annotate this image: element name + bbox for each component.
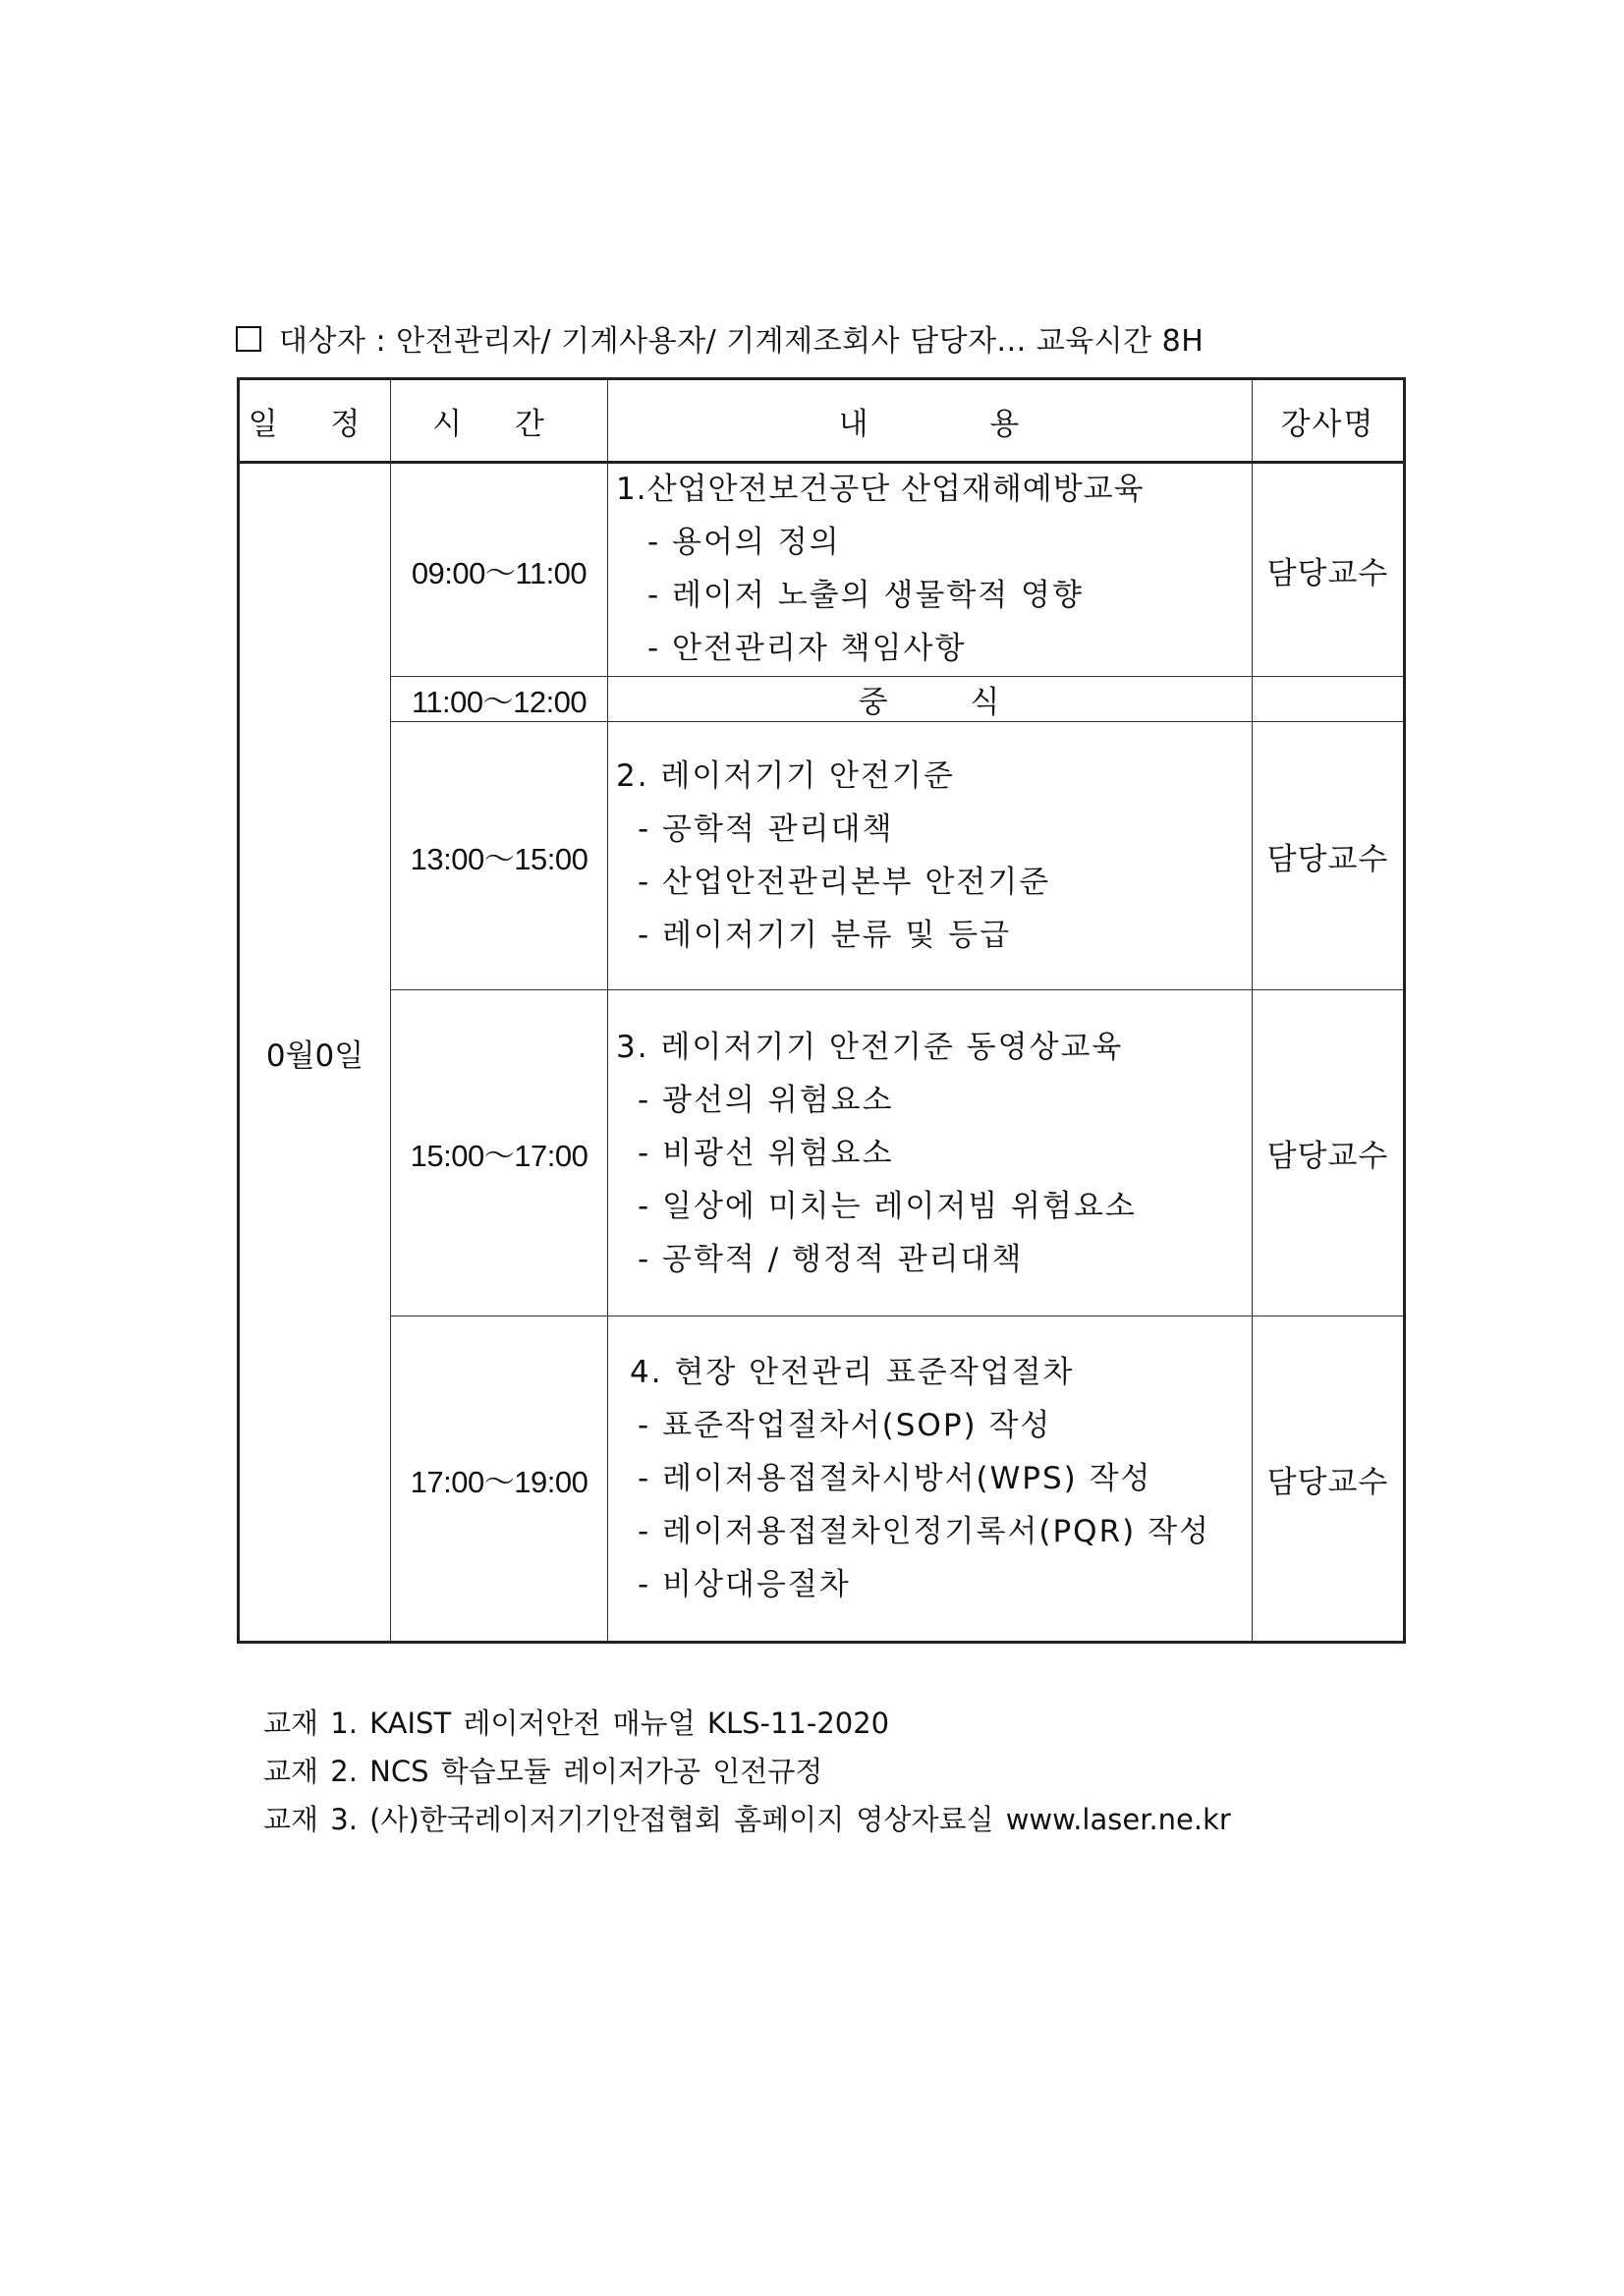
- header-lecturer: 강사명: [1253, 379, 1405, 463]
- content-line: - 광선의 위험요소: [638, 1082, 894, 1118]
- time-cell: 09:00～11:00: [391, 463, 608, 677]
- schedule-table: [237, 377, 1406, 1644]
- header-date: 일 정: [239, 379, 391, 463]
- content-line: - 비상대응절차: [638, 1567, 851, 1602]
- header-time: 시 간: [391, 379, 608, 463]
- content-line: - 레이저용접절차인정기록서(PQR) 작성: [638, 1514, 1210, 1549]
- content-line: - 비광선 위험요소: [638, 1135, 894, 1171]
- lunch-cell: 중 식: [608, 677, 1253, 722]
- content-line: - 일상에 미치는 레이저빔 위험요소: [638, 1188, 1137, 1224]
- lecturer-cell: [1253, 677, 1405, 722]
- textbook-item: 교재 2. NCS 학습모듈 레이저가공 인전규정: [263, 1755, 823, 1788]
- table-row: [239, 677, 1405, 722]
- content-line: - 레이저기기 분류 및 등급: [638, 918, 1012, 953]
- content-cell: [608, 990, 1253, 1316]
- table-row: [239, 722, 1405, 990]
- content-line: - 용어의 정의: [647, 525, 841, 560]
- textbook-list: [263, 1700, 1231, 1844]
- lecturer-cell: 담당교수: [1253, 1316, 1405, 1643]
- date-cell: 0월0일: [239, 463, 391, 1643]
- lecturer-cell: 담당교수: [1253, 463, 1405, 677]
- textbook-item: 교재 1. KAIST 레이저안전 매뉴얼 KLS-11-2020: [263, 1707, 890, 1740]
- content-line: - 레이저용접절차시방서(WPS) 작성: [638, 1461, 1152, 1496]
- content-cell: [608, 1316, 1253, 1643]
- table-header-row: [239, 379, 1405, 463]
- content-cell: [608, 463, 1253, 677]
- content-title: 3. 레이저기기 안전기준 동영상교육: [616, 1029, 1124, 1065]
- target-audience-heading: [236, 316, 1204, 360]
- header-content: 내 용: [608, 379, 1253, 463]
- content-title: 4. 현장 안전관리 표준작업절차: [630, 1355, 1075, 1390]
- box-icon: [236, 326, 261, 352]
- time-cell: 17:00～19:00: [391, 1316, 608, 1643]
- content-line: - 공학적 관리대책: [638, 812, 894, 847]
- time-cell: 15:00～17:00: [391, 990, 608, 1316]
- content-line: - 표준작업절차서(SOP) 작성: [638, 1408, 1052, 1443]
- textbook-item: 교재 3. (사)한국레이저기기안접협회 홈페이지 영상자료실 www.laser.ne.kr: [263, 1803, 1231, 1836]
- content-line: - 레이저 노출의 생물학적 영향: [647, 578, 1084, 613]
- content-title: 1.산업안전보건공단 산업재해예방교육: [616, 472, 1145, 507]
- lecturer-cell: 담당교수: [1253, 990, 1405, 1316]
- time-cell: 11:00～12:00: [391, 677, 608, 722]
- content-title: 2. 레이저기기 안전기준: [616, 758, 955, 794]
- table-row: [239, 990, 1405, 1316]
- content-line: - 산업안전관리본부 안전기준: [638, 865, 1051, 900]
- content-line: - 안전관리자 책임사항: [647, 631, 967, 666]
- heading-text: 대상자 : 안전관리자/ 기계사용자/ 기계제조회사 담당자... 교육시간 8H: [279, 324, 1204, 359]
- time-cell: 13:00～15:00: [391, 722, 608, 990]
- content-cell: [608, 722, 1253, 990]
- content-line: - 공학적 / 행정적 관리대책: [638, 1241, 1024, 1277]
- lecturer-cell: 담당교수: [1253, 722, 1405, 990]
- table-row: [239, 1316, 1405, 1643]
- table-row: [239, 463, 1405, 677]
